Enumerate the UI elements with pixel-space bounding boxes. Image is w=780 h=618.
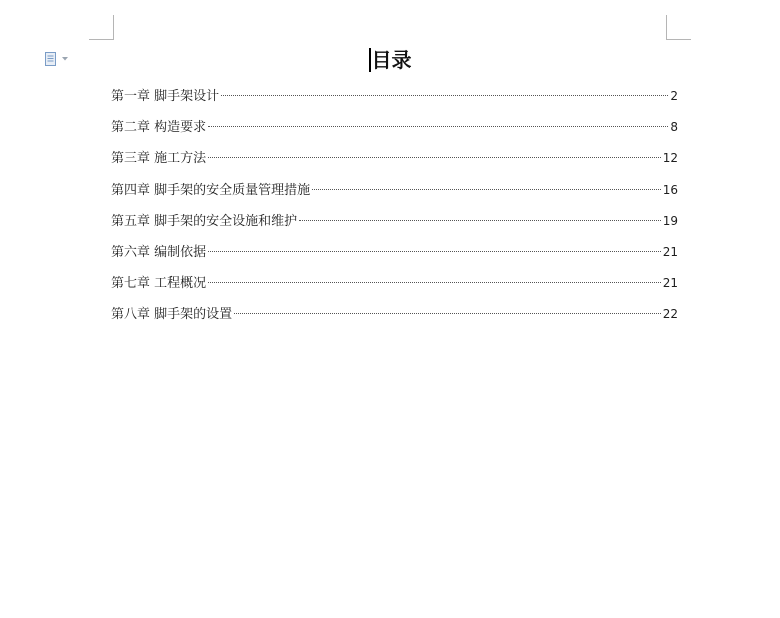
toc-dot-leader — [234, 313, 661, 314]
toc-entry-label: 第七章 工程概况 — [111, 276, 207, 292]
document-title[interactable] — [369, 46, 412, 74]
toc-dot-leader — [208, 157, 661, 158]
toc-entry[interactable] — [111, 210, 678, 241]
toc-entry-label: 第六章 编制依据 — [111, 244, 207, 260]
toc-dot-leader — [208, 126, 668, 127]
toc-entry[interactable] — [111, 85, 678, 116]
toc-entry-page-number: 8 — [670, 120, 678, 135]
toc-entry-page-number: 21 — [662, 276, 678, 291]
toc-dot-leader — [299, 220, 661, 221]
toc-entry-label: 第二章 构造要求 — [111, 120, 207, 136]
toc-entry[interactable] — [111, 272, 678, 303]
toc-dot-leader — [221, 95, 668, 96]
toc-entry-label: 第五章 脚手架的安全设施和维护 — [111, 213, 298, 229]
toc-entry-page-number: 21 — [662, 244, 678, 259]
toc-entry-page-number: 22 — [662, 307, 678, 322]
toc-entry[interactable] — [111, 179, 678, 210]
toc-entry-label: 第四章 脚手架的安全质量管理措施 — [111, 182, 311, 198]
toc-entry[interactable] — [111, 241, 678, 272]
document-title-text: 目录 — [371, 48, 412, 72]
toc-entry[interactable] — [111, 303, 678, 334]
toc-entry-page-number: 16 — [662, 182, 678, 197]
toc-entry-label: 第一章 脚手架设计 — [111, 89, 220, 104]
toc-entry-page-number: 2 — [670, 89, 678, 103]
toc-entry[interactable] — [111, 147, 678, 178]
toc-entry-label: 第三章 施工方法 — [111, 151, 207, 167]
crop-mark-top-right — [666, 15, 691, 40]
toc-entry[interactable] — [111, 116, 678, 147]
toc-entry-page-number: 12 — [662, 151, 678, 166]
text-cursor — [369, 48, 371, 72]
toc-entry-label: 第八章 脚手架的设置 — [111, 307, 233, 323]
toc-dot-leader — [208, 251, 661, 252]
title-container — [0, 46, 780, 74]
toc-dot-leader — [208, 282, 661, 283]
crop-mark-top-left — [89, 15, 114, 40]
table-of-contents — [111, 85, 678, 335]
toc-entry-page-number: 19 — [662, 213, 678, 228]
toc-dot-leader — [312, 189, 661, 190]
